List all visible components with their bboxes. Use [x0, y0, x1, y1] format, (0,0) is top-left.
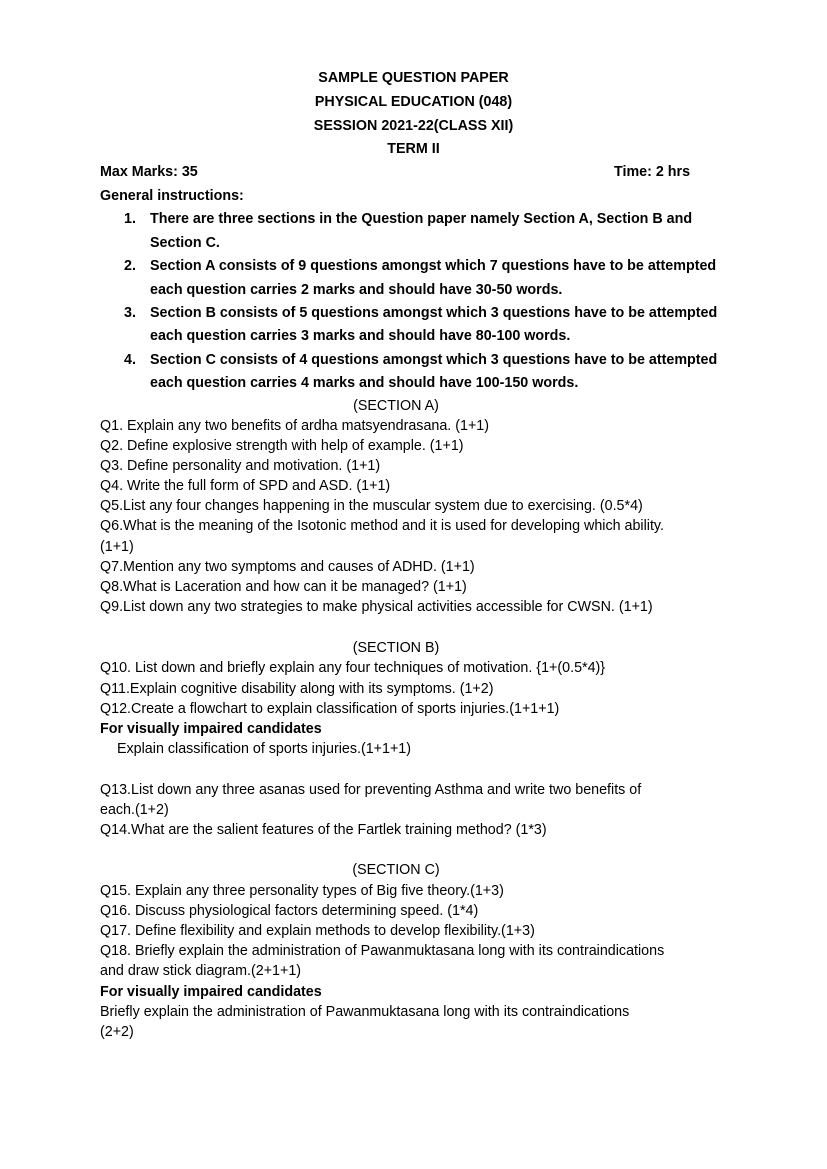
question-line: Q4. Write the full form of SPD and ASD. (1+1): [100, 478, 391, 494]
question-line: Q13.List down any three asanas used for preventing Asthma and write two benefits of: [100, 782, 642, 798]
max-marks: Max Marks: 35: [100, 164, 198, 180]
instruction-text: each question carries 3 marks and should have 80-100 words.: [150, 328, 571, 344]
question-line: Q6.What is the meaning of the Isotonic method and it is used for developing which ability.: [100, 518, 664, 534]
visually-impaired-heading: For visually impaired candidates: [100, 984, 322, 1000]
question-line: (1+1): [100, 539, 134, 555]
instruction-text: Section A consists of 9 questions amongst which 7 questions have to be attempted: [150, 258, 717, 274]
question-line: Q1. Explain any two benefits of ardha matsyendrasana. (1+1): [100, 418, 490, 434]
subject-title: PHYSICAL EDUCATION (048): [314, 94, 513, 110]
instructions-heading: General instructions:: [100, 188, 244, 204]
question-line: Q16. Discuss physiological factors determining speed. (1*4): [100, 903, 479, 919]
instruction-number: 2.: [124, 258, 136, 274]
question-line: Q5.List any four changes happening in the muscular system due to exercising. (0.5*4): [100, 498, 643, 514]
instruction-text: Section C.: [150, 235, 220, 251]
instruction-number: 3.: [124, 305, 136, 321]
question-line: Explain classification of sports injuries.(1+1+1): [117, 741, 412, 757]
instruction-text: each question carries 4 marks and should have 100-150 words.: [150, 375, 579, 391]
question-line: Q18. Briefly explain the administration of Pawanmuktasana long with its contraindications: [100, 943, 665, 959]
session-title: SESSION 2021-22(CLASS XII): [313, 118, 514, 134]
question-line: Q12.Create a flowchart to explain classification of sports injuries.(1+1+1): [100, 701, 560, 717]
question-line: Q14.What are the salient features of the Fartlek training method? (1*3): [100, 822, 547, 838]
instruction-text: There are three sections in the Question paper namely Section A, Section B and: [150, 211, 693, 227]
term-title: TERM II: [387, 141, 440, 157]
instruction-text: Section C consists of 4 questions amongst which 3 questions have to be attempted: [150, 352, 718, 368]
question-line: Q8.What is Laceration and how can it be managed? (1+1): [100, 579, 467, 595]
question-line: Q7.Mention any two symptoms and causes of ADHD. (1+1): [100, 559, 475, 575]
question-line: Q17. Define flexibility and explain methods to develop flexibility.(1+3): [100, 923, 535, 939]
question-line: and draw stick diagram.(2+1+1): [100, 963, 302, 979]
instruction-number: 4.: [124, 352, 136, 368]
question-line: Briefly explain the administration of Pawanmuktasana long with its contraindications: [100, 1004, 630, 1020]
time-allowed: Time: 2 hrs: [614, 164, 691, 180]
question-line: Q15. Explain any three personality types of Big five theory.(1+3): [100, 883, 504, 899]
visually-impaired-heading: For visually impaired candidates: [100, 721, 322, 737]
section-b-title: (SECTION B): [352, 640, 440, 656]
instruction-text: each question carries 2 marks and should have 30-50 words.: [150, 282, 563, 298]
paper-title: SAMPLE QUESTION PAPER: [318, 70, 509, 86]
question-line: Q10. List down and briefly explain any four techniques of motivation. {1+(0.5*4)}: [100, 660, 606, 676]
section-a-title: (SECTION A): [353, 398, 439, 414]
question-line: each.(1+2): [100, 802, 169, 818]
instruction-number: 1.: [124, 211, 136, 227]
question-line: Q3. Define personality and motivation. (1+1): [100, 458, 381, 474]
question-line: Q2. Define explosive strength with help of example. (1+1): [100, 438, 464, 454]
section-c-title: (SECTION C): [352, 862, 440, 878]
question-line: (2+2): [100, 1024, 134, 1040]
instruction-text: Section B consists of 5 questions amongst which 3 questions have to be attempted: [150, 305, 718, 321]
question-line: Q9.List down any two strategies to make physical activities accessible for CWSN. (1+1): [100, 599, 653, 615]
question-line: Q11.Explain cognitive disability along with its symptoms. (1+2): [100, 681, 494, 697]
